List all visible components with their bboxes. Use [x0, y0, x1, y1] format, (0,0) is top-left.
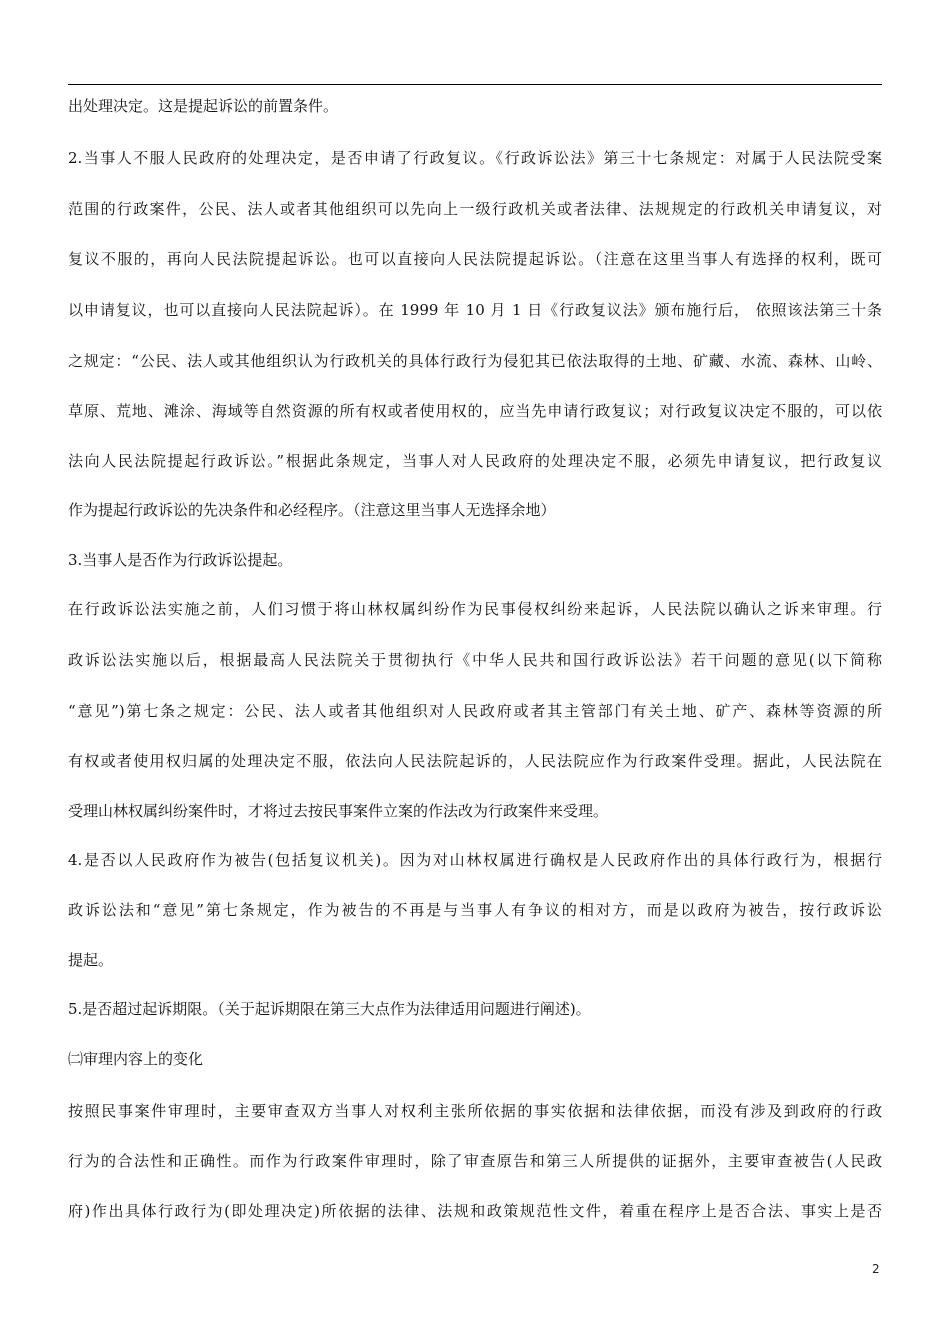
text-line-4: 复议不服的，再向人民法院提起诉讼。也可以直接向人民法院提起诉讼。（注意在这里当事人有选择的权利，既可: [68, 250, 882, 268]
text-line-2: 2.当事人不服人民政府的处理决定，是否申请了行政复议。《行政诉讼法》第三十七条规定：对属于人民法院受案: [68, 149, 882, 167]
text-line-17: 政诉讼法和“意见”第七条规定，作为被告的不再是与当事人有争议的相对方，而是以政府为被告，按行政诉讼: [68, 901, 882, 919]
text-line-5: 以申请复议，也可以直接向人民法院起诉）。在 1999 年 10 月 1 日《行政复议法》颁布施行后， 依照该法第三十条: [68, 301, 882, 319]
text-line-10: 3.当事人是否作为行政诉讼提起。: [68, 551, 293, 569]
text-line-19: 5.是否超过起诉期限。（关于起诉期限在第三大点作为法律适用问题进行阐述)。: [68, 1000, 591, 1018]
header-rule: [68, 84, 882, 85]
text-line-8: 法向人民法院提起行政诉讼。”根据此条规定，当事人对人民政府的处理决定不服，必须先申请复议，把行政复议: [68, 452, 882, 470]
text-line-22: 行为的合法性和正确性。而作为行政案件审理时，除了审查原告和第三人所提供的证据外，主要审查被告(人民政: [68, 1152, 882, 1170]
text-line-16: 4.是否以人民政府作为被告(包括复议机关)。因为对山林权属进行确权是人民政府作出的具体行政行为，根据行: [68, 851, 882, 869]
text-line-21: 按照民事案件审理时，主要审查双方当事人对权利主张所依据的事实依据和法律依据，而没有涉及到政府的行政: [68, 1102, 882, 1120]
text-line-7: 草原、荒地、滩涂、海域等自然资源的所有权或者使用权的，应当先申请行政复议；对行政复议决定不服的，可以依: [68, 402, 882, 420]
text-line-1: 出处理决定。这是提起诉讼的前置条件。: [68, 97, 339, 115]
text-line-23: 府)作出具体行政行为(即处理决定)所依据的法律、法规和政策规范性文件，着重在程序上是否合法、事实上是否: [68, 1202, 882, 1220]
page-number: 2: [872, 1262, 880, 1276]
text-line-6: 之规定：“公民、法人或其他组织认为行政机关的具体行政行为侵犯其已依法取得的土地、矿藏、水流、森林、山岭、: [68, 352, 882, 370]
text-line-3: 范围的行政案件，公民、法人或者其他组织可以先向上一级行政机关或者法律、法规规定的行政机关申请复议，对: [68, 200, 882, 218]
text-line-18: 提起。: [68, 951, 114, 969]
text-line-9: 作为提起行政诉讼的先决条件和必经程序。（注意这里当事人无选择余地）: [68, 501, 556, 519]
text-line-13: “意见”)第七条之规定：公民、法人或者其他组织对人民政府或者其主管部门有关土地、矿产、森林等资源的所: [68, 702, 882, 720]
text-line-12: 政诉讼法实施以后，根据最高人民法院关于贯彻执行《中华人民共和国行政诉讼法》若干问题的意见(以下简称: [68, 651, 882, 669]
text-line-20: ㈡审理内容上的变化: [68, 1050, 204, 1068]
text-line-14: 有权或者使用权归属的处理决定不服，依法向人民法院起诉的，人民法院应作为行政案件受理。据此，人民法院在: [68, 752, 882, 770]
text-line-15: 受理山林权属纠纷案件时，才将过去按民事案件立案的作法改为行政案件来受理。: [68, 802, 609, 820]
text-line-11: 在行政诉讼法实施之前，人们习惯于将山林权属纠纷作为民事侵权纠纷来起诉，人民法院以确认之诉来审理。行: [68, 600, 882, 618]
